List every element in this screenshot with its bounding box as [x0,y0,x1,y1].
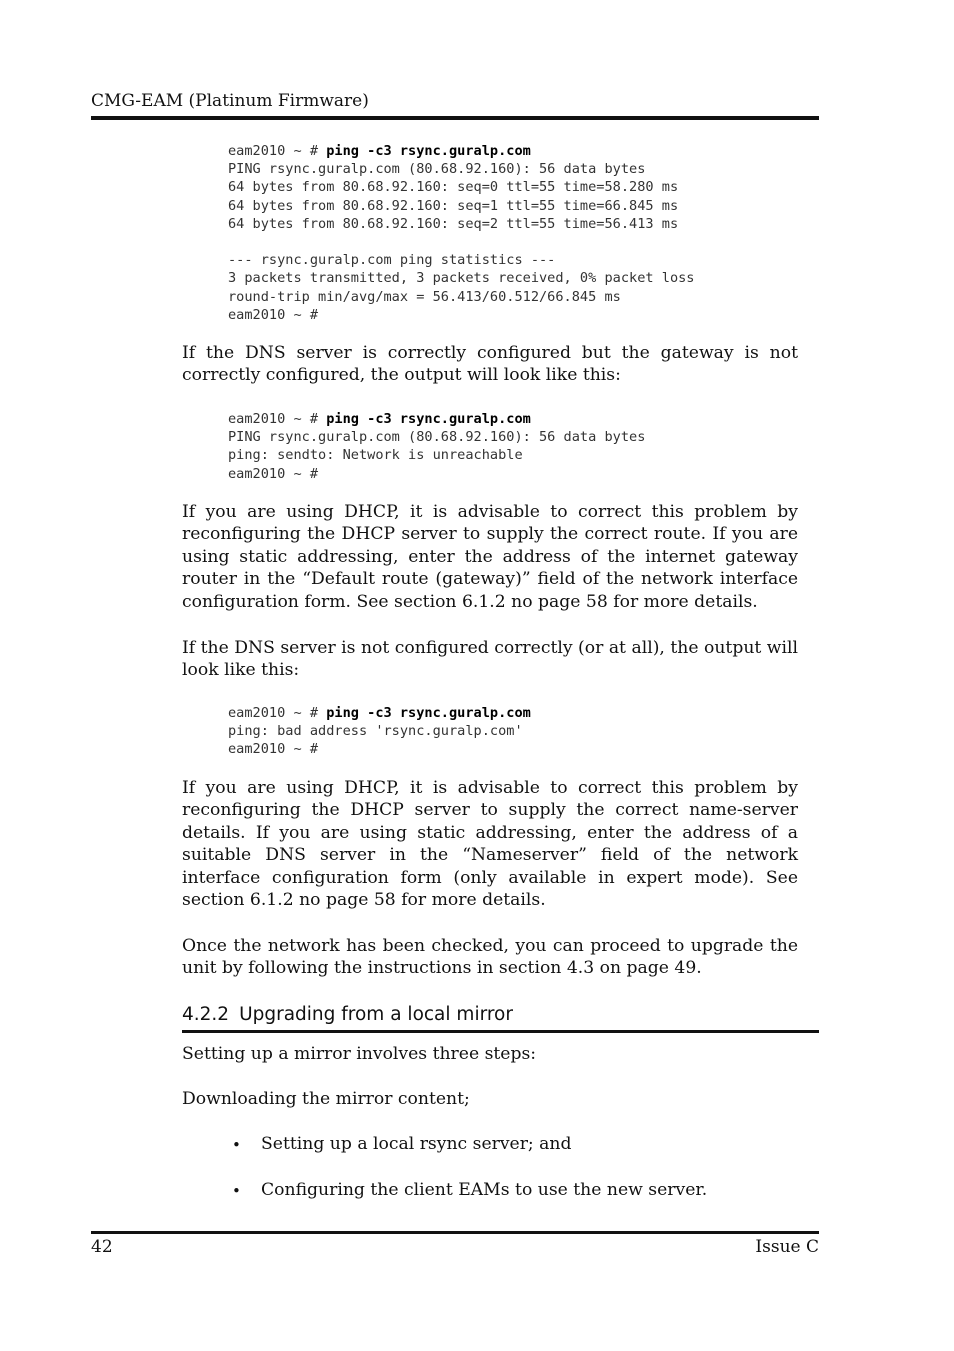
code-line: 64 bytes from 80.68.92.160: seq=2 ttl=55 time=56.413 ms [228,215,679,232]
code-line: round-trip min/avg/max = 56.413/60.512/66.845 ms [228,288,621,305]
code-block-bad-address [228,704,531,759]
code-prompt: eam2010 ~ # [228,143,327,159]
code-line: PING rsync.guralp.com (80.68.92.160): 56 data bytes [228,161,646,178]
code-command: ping -c3 rsync.guralp.com [326,411,531,427]
list-item: Configuring the client EAMs to use the new server. [261,1180,708,1200]
code-command: ping -c3 rsync.guralp.com [326,143,531,159]
body-paragraph: Setting up a mirror involves three steps: [182,1044,537,1064]
code-block-network-unreachable [228,410,645,483]
code-command: ping -c3 rsync.guralp.com [326,705,531,721]
code-line: 64 bytes from 80.68.92.160: seq=0 ttl=55 time=58.280 ms [228,179,679,196]
section-heading [182,1004,513,1025]
body-paragraph: If the DNS server is not configured correctly (or at all), the output will look like this: [182,638,798,681]
body-paragraph: Once the network has been checked, you can proceed to upgrade the unit by following the instructions in section 4.3 on page 49. [182,936,798,979]
section-number: 4.2.2 [182,1004,230,1025]
header-rule [91,116,819,120]
code-prompt: eam2010 ~ # [228,411,327,427]
code-line: eam2010 ~ # [228,306,319,323]
code-line: eam2010 ~ # [228,741,319,758]
list-item: Setting up a local rsync server; and [261,1134,572,1154]
code-line [228,233,695,251]
code-command-line [228,142,695,160]
section-rule [182,1030,819,1033]
code-line: 64 bytes from 80.68.92.160: seq=1 ttl=55 time=66.845 ms [228,197,679,214]
bullet-marker: • [232,1136,241,1154]
page-number: 42 [91,1237,113,1257]
code-command-line [228,410,645,428]
footer-rule [91,1231,819,1234]
code-line: ping: bad address 'rsync.guralp.com' [228,723,523,740]
code-prompt: eam2010 ~ # [228,705,327,721]
code-line: --- rsync.guralp.com ping statistics --- [228,252,556,269]
code-line: eam2010 ~ # [228,465,319,482]
body-paragraph: Downloading the mirror content; [182,1089,470,1109]
code-line: 3 packets transmitted, 3 packets received, 0% packet loss [228,270,695,287]
code-command-line [228,704,531,722]
running-header: CMG-EAM (Platinum Firmware) [91,91,369,111]
section-title: Upgrading from a local mirror [239,1004,513,1025]
bullet-marker: • [232,1182,241,1200]
code-line: PING rsync.guralp.com (80.68.92.160): 56 data bytes [228,429,646,446]
issue-label: Issue C [755,1237,819,1257]
code-block-ping-success [228,142,695,324]
body-paragraph: If you are using DHCP, it is advisable to correct this problem by reconfiguring the DHCP server to supply the correct route. If you are using static addressing, enter the address of the internet gateway router in the “Default route (gateway)” field of the network interface configuration form. See section 6.1.2 no page 58 for more details. [182,502,798,612]
code-line: ping: sendto: Network is unreachable [228,447,523,464]
body-paragraph: If you are using DHCP, it is advisable to correct this problem by reconfiguring the DHCP server to supply the correct name-server details. If you are using static addressing, enter the address of a suitable DNS server in the “Nameserver” field of the network interface configuration form (only available in expert mode). See section 6.1.2 no page 58 for more details. [182,778,798,911]
body-paragraph: If the DNS server is correctly configured but the gateway is not correctly configured, the output will look like this: [182,343,798,386]
